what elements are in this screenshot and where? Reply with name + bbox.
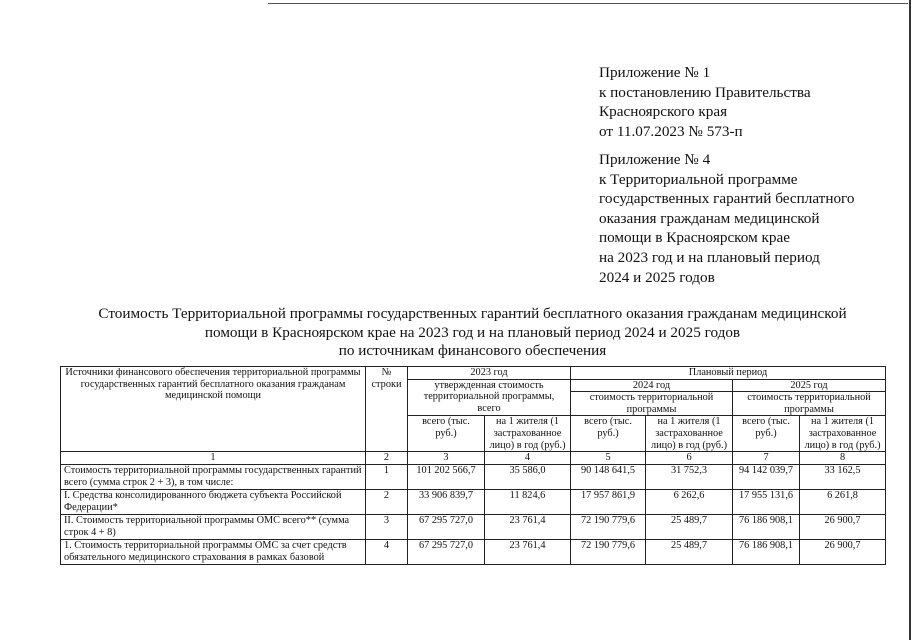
header-total-2023: всего (тыс. руб.) — [408, 416, 485, 452]
table-row — [61, 515, 886, 540]
cell-per-capita-2025: 26 900,7 — [800, 515, 886, 540]
cell-per-capita-2025: 33 162,5 — [800, 465, 886, 490]
header-per-capita-2025: на 1 жителя (1 застрахованное лицо) в год (руб.) — [800, 416, 886, 452]
table-row — [61, 490, 886, 515]
appendix-4-line: Приложение № 4 — [599, 151, 711, 168]
cell-total-2024: 72 190 779,6 — [571, 540, 646, 565]
cell-total-2024: 72 190 779,6 — [571, 515, 646, 540]
column-number: 2 — [366, 452, 408, 465]
row-label: II. Стоимость территориальной программы ОМС всего** (сумма строк 4 + 8) — [61, 515, 366, 540]
appendix-1-block — [599, 63, 811, 141]
row-label: Стоимость территориальной программы государственных гарантий всего (сумма строк 2 + 3), в том числе: — [61, 465, 366, 490]
cell-total-2025: 94 142 039,7 — [733, 465, 800, 490]
column-number: 4 — [485, 452, 571, 465]
cell-per-capita-2024: 6 262,6 — [646, 490, 733, 515]
cell-total-2025: 76 186 908,1 — [733, 515, 800, 540]
row-label: I. Средства консолидированного бюджета субъекта Российской Федерации* — [61, 490, 366, 515]
header-per-capita-2024: на 1 жителя (1 застрахованное лицо) в год (руб.) — [646, 416, 733, 452]
header-program-cost-2025: стоимость территориальной программы — [733, 392, 886, 416]
column-number: 1 — [61, 452, 366, 465]
header-year-2025: 2025 год — [733, 379, 886, 392]
header-source: Источники финансового обеспечения территориальной программы государственных гарантий бесплатного оказания гражданам медицинской помощи — [61, 367, 366, 452]
appendix-4-line: оказания гражданам медицинской — [599, 209, 820, 227]
cell-per-capita-2023: 11 824,6 — [485, 490, 571, 515]
table-row — [61, 540, 886, 565]
cell-per-capita-2023: 35 586,0 — [485, 465, 571, 490]
cell-total-2024: 90 148 641,5 — [571, 465, 646, 490]
header-total-2024: всего (тыс. руб.) — [571, 416, 646, 452]
header-per-capita-2023: на 1 жителя (1 застрахованное лицо) в год (руб.) — [485, 416, 571, 452]
cell-per-capita-2024: 31 752,3 — [646, 465, 733, 490]
cell-total-2023: 101 202 566,7 — [408, 465, 485, 490]
appendix-4-line: государственных гарантий бесплатного — [599, 190, 855, 208]
row-label: 1. Стоимость территориальной программы ОМС за счет средств обязательного медицинского страхования в рамках базовой — [61, 540, 366, 565]
appendix-4-block — [599, 150, 854, 287]
cell-total-2025: 76 186 908,1 — [733, 540, 800, 565]
appendix-4-line: помощи в Красноярском крае — [599, 229, 790, 247]
appendix-4-line: на 2023 год и на плановый период — [599, 248, 820, 266]
column-number: 7 — [733, 452, 800, 465]
row-number: 1 — [366, 465, 408, 490]
appendix-4-line: 2024 и 2025 годов — [599, 268, 715, 286]
title-line: Стоимость Территориальной программы государственных гарантий бесплатного оказания гражданам медицинской — [98, 305, 847, 322]
cell-total-2025: 17 955 131,6 — [733, 490, 800, 515]
cell-per-capita-2025: 6 261,8 — [800, 490, 886, 515]
scan-edge-right — [909, 0, 911, 640]
column-number: 6 — [646, 452, 733, 465]
cell-per-capita-2024: 25 489,7 — [646, 515, 733, 540]
cell-per-capita-2024: 25 489,7 — [646, 540, 733, 565]
title-line: по источникам финансового обеспечения — [338, 342, 607, 360]
appendix-1-line: от 11.07.2023 № 573-п — [599, 122, 743, 140]
cell-per-capita-2025: 26 900,7 — [800, 540, 886, 565]
cell-total-2023: 67 295 727,0 — [408, 515, 485, 540]
header-approved-cost: утвержденная стоимость территориальной программы, всего — [408, 379, 571, 416]
column-number: 3 — [408, 452, 485, 465]
row-number: 4 — [366, 540, 408, 565]
cell-total-2023: 67 295 727,0 — [408, 540, 485, 565]
column-number: 8 — [800, 452, 886, 465]
row-number: 2 — [366, 490, 408, 515]
column-number: 5 — [571, 452, 646, 465]
cell-total-2023: 33 906 839,7 — [408, 490, 485, 515]
cost-table — [60, 366, 886, 565]
header-row-no: № строки — [366, 367, 408, 452]
header-program-cost-2024: стоимость территориальной программы — [571, 392, 733, 416]
title-line: помощи в Красноярском крае на 2023 год и на плановый период 2024 и 2025 годов — [204, 323, 741, 341]
cell-total-2024: 17 957 861,9 — [571, 490, 646, 515]
appendix-1-line: Красноярского края — [599, 103, 728, 121]
document-title — [60, 305, 885, 361]
scan-edge-top — [268, 3, 908, 4]
cell-per-capita-2023: 23 761,4 — [485, 540, 571, 565]
header-planned-period: Плановый период — [571, 367, 886, 380]
appendix-1-line: к постановлению Правительства — [599, 83, 811, 101]
appendix-4-line: к Территориальной программе — [599, 170, 798, 188]
header-year-2023: 2023 год — [408, 367, 571, 380]
cell-per-capita-2023: 23 761,4 — [485, 515, 571, 540]
table-row — [61, 465, 886, 490]
row-number: 3 — [366, 515, 408, 540]
header-total-2025: всего (тыс. руб.) — [733, 416, 800, 452]
appendix-1-line: Приложение № 1 — [599, 64, 711, 81]
header-year-2024: 2024 год — [571, 379, 733, 392]
